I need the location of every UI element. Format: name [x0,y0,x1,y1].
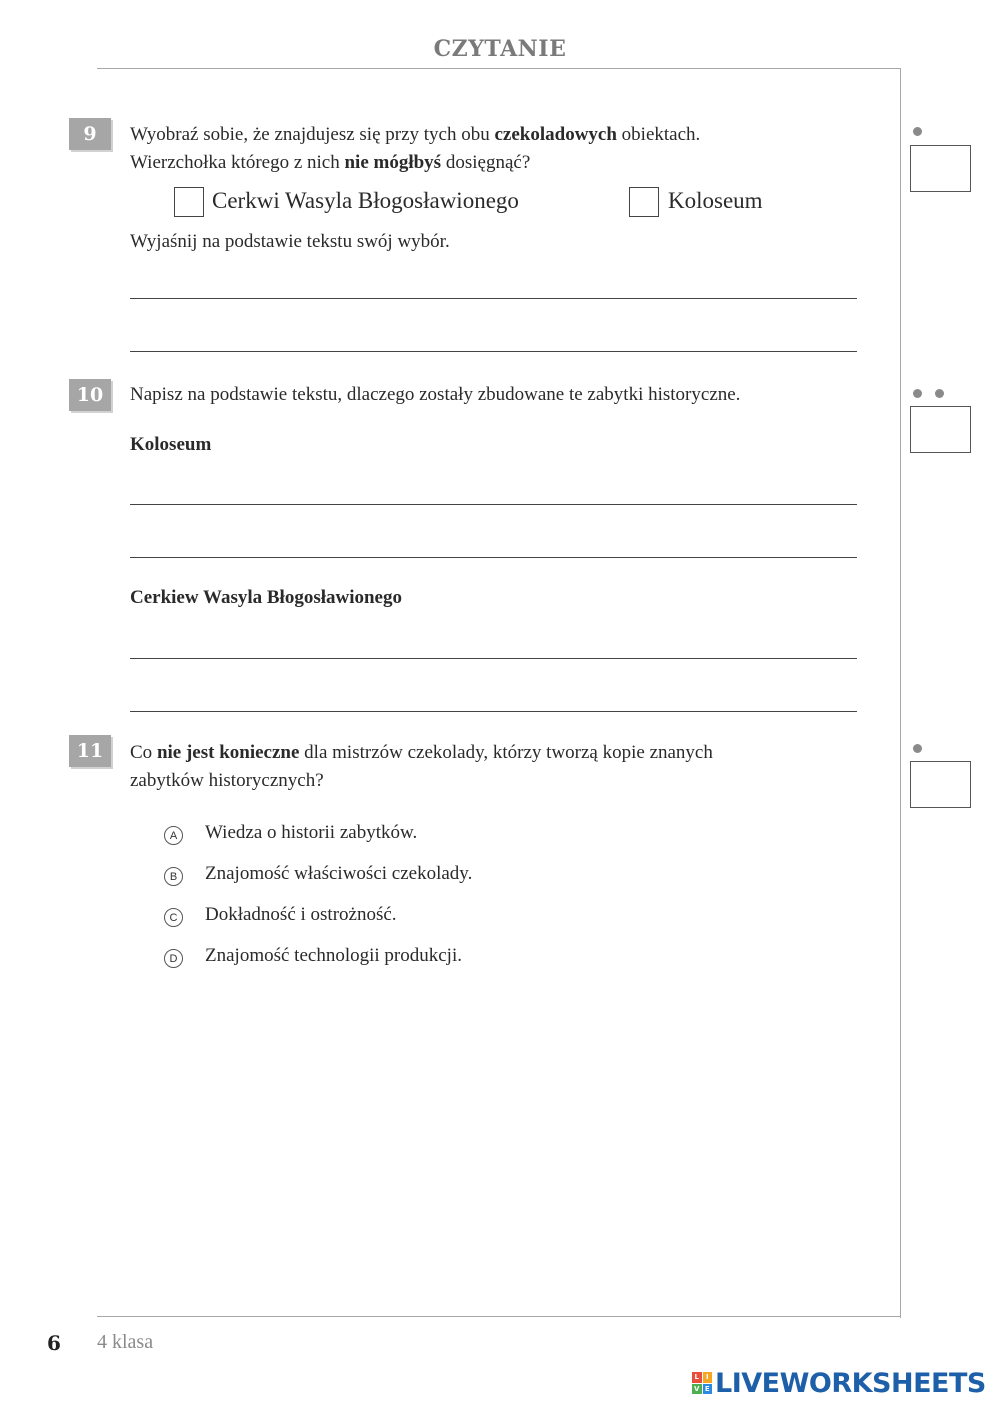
question-10-text: Napisz na podstawie tekstu, dlaczego zostały zbudowane te zabytki historyczne. [130,384,741,405]
question-11-text-line2: zabytków historycznych? [130,770,324,791]
answer-line-q10-koloseum-2[interactable] [130,557,857,558]
option-b-radio[interactable]: B [164,867,183,886]
liveworksheets-brand-text: LIVEWORKSHEETS [715,1367,986,1399]
liveworksheets-logo[interactable] [692,1368,986,1398]
section-title: CZYTANIE [433,36,567,62]
question-number-10: 10 [69,379,111,411]
frame-bottom-border [97,1316,901,1317]
page-number: 6 [47,1331,61,1355]
checkbox-koloseum-label: Koloseum [668,188,763,213]
checkbox-cerkiew[interactable] [174,187,204,217]
checkbox-cerkiew-label: Cerkwi Wasyla Błogosławionego [212,188,519,213]
score-point-dot [913,744,922,753]
question-11-text-line1: Co nie jest konieczne dla mistrzów czekolady, którzy tworzą kopie znanych [130,742,713,763]
option-a-radio[interactable]: A [164,826,183,845]
score-point-dot [913,389,922,398]
answer-line-q10-koloseum-1[interactable] [130,504,857,505]
score-point-dot [913,127,922,136]
answer-line-q9-1[interactable] [130,298,857,299]
answer-line-q9-2[interactable] [130,351,857,352]
option-b-text: Znajomość właściwości czekolady. [205,863,473,884]
frame-top-border [97,68,901,69]
frame-right-border [900,68,901,1318]
subheading-cerkiew: Cerkiew Wasyla Błogosławionego [130,587,402,608]
score-point-dot [935,389,944,398]
question-number-9: 9 [69,118,111,150]
question-9-text-line2: Wierzchołka którego z nich nie mógłbyś dosięgnąć? [130,152,531,173]
option-d-text: Znajomość technologii produkcji. [205,945,462,966]
option-c-radio[interactable]: C [164,908,183,927]
option-c-text: Dokładność i ostrożność. [205,904,397,925]
option-a-text: Wiedza o historii zabytków. [205,822,418,843]
subheading-koloseum: Koloseum [130,434,212,455]
grade-label: 4 klasa [97,1331,154,1353]
answer-line-q10-cerkiew-2[interactable] [130,711,857,712]
score-box-q10[interactable] [910,406,971,453]
question-number-11: 11 [69,735,111,767]
score-box-q11[interactable] [910,761,971,808]
option-d-radio[interactable]: D [164,949,183,968]
score-box-q9[interactable] [910,145,971,192]
question-9-instruction: Wyjaśnij na podstawie tekstu swój wybór. [130,231,450,252]
question-9-text-line1: Wyobraź sobie, że znajdujesz się przy tych obu czekoladowych obiektach. [130,124,701,145]
answer-line-q10-cerkiew-1[interactable] [130,658,857,659]
liveworksheets-icon: L I V E [692,1372,712,1394]
checkbox-koloseum[interactable] [629,187,659,217]
